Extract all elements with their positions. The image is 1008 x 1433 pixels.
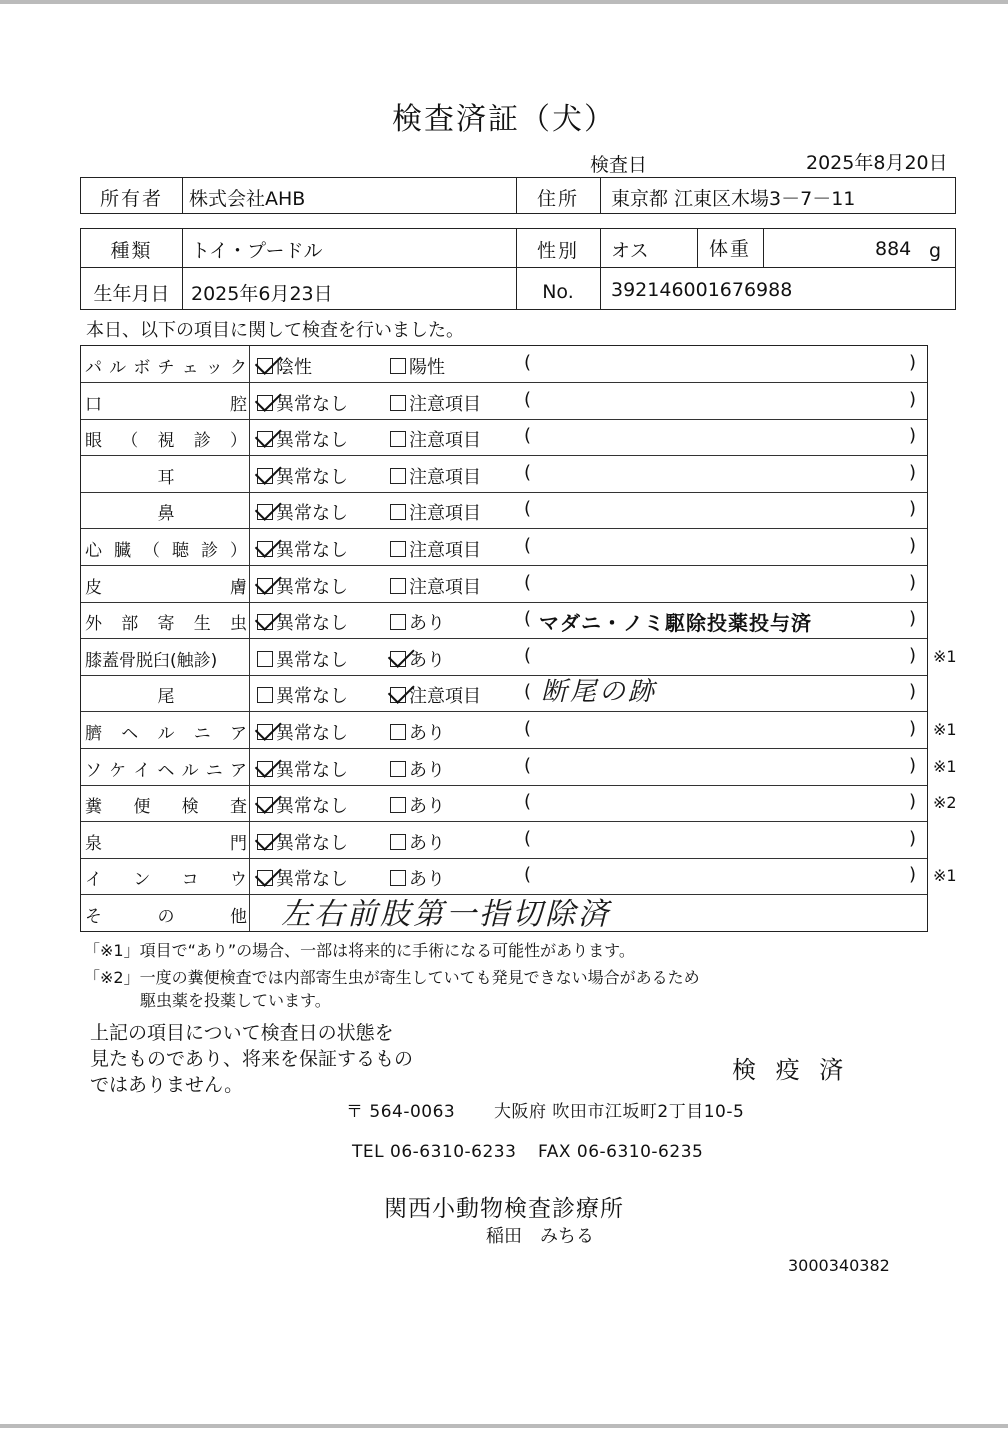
row-label-char: ン bbox=[133, 870, 151, 891]
note-open-paren: ( bbox=[524, 498, 532, 520]
row-label-char: ル bbox=[157, 724, 175, 744]
note-open-paren: ( bbox=[524, 827, 532, 849]
breed-label: 種類 bbox=[110, 240, 153, 262]
row-label bbox=[85, 829, 247, 854]
owner-table bbox=[80, 177, 956, 214]
option-label: 注意項目 bbox=[409, 393, 481, 415]
footnote-mark: ※1 bbox=[933, 646, 957, 666]
sex-value: オス bbox=[611, 240, 649, 262]
table-row bbox=[81, 419, 927, 456]
note-open-paren: ( bbox=[524, 425, 532, 447]
number-label: No. bbox=[542, 281, 574, 303]
note-open-paren: ( bbox=[524, 571, 532, 593]
option-normal bbox=[257, 426, 348, 452]
row-label-char: 口 bbox=[85, 394, 102, 415]
checkbox-icon[interactable] bbox=[257, 651, 273, 667]
option-label: 異常なし bbox=[276, 832, 348, 854]
table-row bbox=[81, 346, 927, 383]
note-close-paren: ) bbox=[909, 754, 917, 776]
option-attention bbox=[390, 499, 481, 525]
row-label-char: ソ bbox=[85, 760, 102, 781]
option-label: 異常なし bbox=[276, 796, 348, 818]
option-attention bbox=[390, 353, 445, 379]
option-normal bbox=[257, 829, 348, 855]
row-label bbox=[85, 390, 247, 415]
note-close-paren: ) bbox=[909, 718, 917, 739]
note-close-paren: ) bbox=[909, 827, 917, 849]
option-normal bbox=[257, 499, 348, 525]
table-row bbox=[81, 529, 927, 566]
checked-checkbox-icon[interactable] bbox=[390, 651, 406, 667]
table-row bbox=[81, 712, 957, 749]
weight-label: 体重 bbox=[708, 238, 751, 260]
option-label: 異常なし bbox=[276, 759, 348, 781]
row-label-char: 皮 bbox=[85, 577, 102, 598]
row-label-char: ） bbox=[230, 431, 247, 452]
row-label-char: 便 bbox=[133, 797, 151, 818]
option-attention bbox=[390, 426, 481, 452]
row-label-char: 臍 bbox=[85, 724, 102, 744]
row-label-char: 膝蓋骨脱臼(触診) bbox=[85, 650, 218, 671]
note-close-paren: ) bbox=[909, 461, 917, 483]
checked-checkbox-icon[interactable] bbox=[390, 687, 406, 703]
option-attention bbox=[390, 390, 481, 416]
option-label: あり bbox=[409, 613, 445, 635]
footnote-mark: ※2 bbox=[933, 793, 957, 813]
serial-number: 3000340382 bbox=[788, 1256, 890, 1275]
intro-text: 本日、以下の項目に関して検査を行いました。 bbox=[86, 320, 464, 341]
table-row bbox=[81, 822, 927, 859]
checked-checkbox-icon[interactable] bbox=[257, 761, 273, 777]
option-attention bbox=[390, 682, 481, 708]
row-label-char: ク bbox=[229, 358, 247, 378]
note-open-paren: ( bbox=[524, 352, 532, 373]
row-label-char: ボ bbox=[133, 358, 151, 378]
footnote-2-line2: 駆虫薬を投薬しています。 bbox=[140, 991, 331, 1010]
row-label-char: ア bbox=[230, 724, 247, 744]
row-label-char: 門 bbox=[229, 833, 247, 854]
row-label bbox=[85, 353, 247, 378]
page-title: 検査済証（犬） bbox=[392, 102, 616, 137]
option-label: 注意項目 bbox=[409, 503, 481, 525]
row-label-char: （ bbox=[143, 541, 160, 561]
option-normal bbox=[257, 792, 348, 818]
row-label bbox=[85, 499, 247, 524]
checked-checkbox-icon[interactable] bbox=[257, 504, 273, 520]
option-attention bbox=[390, 463, 481, 489]
checkbox-icon[interactable] bbox=[390, 761, 406, 777]
row-label-char: ニ bbox=[205, 760, 223, 781]
footnote-2-line1: 「※2」一度の糞便検査では内部寄生虫が寄生していても発見できない場合があるため bbox=[84, 968, 700, 987]
table-row-other bbox=[81, 895, 927, 931]
option-normal bbox=[257, 609, 348, 635]
option-label: 注意項目 bbox=[409, 686, 481, 708]
option-label: 異常なし bbox=[276, 466, 348, 488]
inspection-table bbox=[80, 345, 957, 932]
option-label: あり bbox=[409, 649, 445, 671]
option-label: 異常なし bbox=[276, 576, 348, 598]
option-label: 異常なし bbox=[276, 393, 348, 415]
option-label: 異常なし bbox=[276, 503, 348, 525]
option-normal bbox=[257, 646, 348, 672]
row-label-char: 臓 bbox=[114, 541, 131, 561]
note-open-paren: ( bbox=[524, 644, 532, 666]
row-label-char: そ bbox=[85, 907, 102, 927]
checkbox-icon[interactable] bbox=[390, 504, 406, 520]
clinic-postal: 〒 564-0063 bbox=[346, 1102, 456, 1122]
note-close-paren: ) bbox=[909, 352, 917, 373]
option-attention bbox=[390, 865, 445, 891]
doctor-name: 稲田 みちる bbox=[486, 1226, 594, 1247]
footnote-mark: ※1 bbox=[933, 866, 957, 886]
checkbox-icon[interactable] bbox=[390, 834, 406, 850]
option-normal bbox=[257, 463, 348, 489]
option-label: 注意項目 bbox=[409, 540, 481, 561]
inspection-date-value: 2025年8月20日 bbox=[806, 152, 948, 174]
option-label: あり bbox=[409, 796, 445, 818]
row-label-char: 心 bbox=[85, 541, 102, 561]
option-normal bbox=[257, 573, 348, 599]
handwritten-note: 断尾の跡 bbox=[541, 677, 658, 708]
checked-checkbox-icon[interactable] bbox=[257, 614, 273, 630]
clinic-address: 大阪府 吹田市江坂町2丁目10-5 bbox=[494, 1102, 745, 1122]
option-normal bbox=[257, 756, 348, 782]
row-label-char: イ bbox=[133, 760, 151, 781]
checkbox-icon[interactable] bbox=[390, 541, 406, 557]
birth-label: 生年月日 bbox=[93, 283, 170, 305]
breed-value: トイ・プードル bbox=[191, 240, 323, 262]
checkbox-icon[interactable] bbox=[390, 468, 406, 484]
checked-checkbox-icon[interactable] bbox=[257, 578, 273, 594]
table-row bbox=[81, 749, 957, 786]
row-note: マダニ・ノミ駆除投薬投与済 bbox=[539, 611, 812, 636]
row-label-char: ケ bbox=[109, 760, 127, 781]
inspection-date-label: 検査日 bbox=[590, 154, 648, 176]
note-close-paren: ) bbox=[909, 644, 917, 666]
row-label-char: 腔 bbox=[229, 394, 247, 415]
checkbox-icon[interactable] bbox=[257, 687, 273, 703]
note-close-paren: ) bbox=[909, 535, 917, 556]
option-label: あり bbox=[409, 723, 445, 744]
note-open-paren: ( bbox=[524, 681, 532, 703]
option-label: 陰性 bbox=[276, 357, 312, 378]
row-label-char: チ bbox=[157, 358, 175, 378]
table-row bbox=[81, 675, 927, 712]
number-value: 392146001676988 bbox=[611, 279, 793, 301]
row-label bbox=[85, 646, 247, 671]
option-label: 異常なし bbox=[276, 540, 348, 561]
checkbox-icon[interactable] bbox=[390, 797, 406, 813]
option-normal bbox=[257, 719, 348, 745]
option-label: 異常なし bbox=[276, 723, 348, 744]
table-row bbox=[81, 785, 957, 822]
option-label: 異常なし bbox=[276, 430, 348, 452]
row-label-char: ヘ bbox=[157, 760, 175, 781]
row-label-char: （ bbox=[121, 431, 139, 452]
row-label-char: 部 bbox=[121, 614, 139, 635]
row-label-char: 診 bbox=[193, 431, 211, 452]
checked-checkbox-icon[interactable] bbox=[257, 431, 273, 447]
option-label: 異常なし bbox=[276, 686, 348, 708]
row-label-char: ア bbox=[229, 760, 247, 781]
note-close-paren: ) bbox=[909, 425, 917, 447]
option-attention bbox=[390, 609, 445, 635]
clinic-tel: TEL 06-6310-6233 bbox=[352, 1142, 517, 1162]
checkbox-icon[interactable] bbox=[390, 614, 406, 630]
statement-line2: 見たものであり、将来を保証するもの bbox=[90, 1048, 414, 1070]
note-open-paren: ( bbox=[524, 535, 532, 556]
handwritten-other-note: 左右前肢第一指切除済 bbox=[281, 897, 611, 932]
option-attention bbox=[390, 646, 445, 672]
checked-checkbox-icon[interactable] bbox=[257, 834, 273, 850]
note-open-paren: ( bbox=[524, 608, 532, 630]
table-row bbox=[81, 456, 927, 493]
option-attention bbox=[390, 792, 445, 818]
row-label-char: 耳 bbox=[157, 467, 175, 488]
checked-checkbox-icon[interactable] bbox=[257, 724, 273, 740]
row-label bbox=[85, 536, 247, 561]
owner-value: 株式会社AHB bbox=[189, 188, 306, 210]
row-label bbox=[85, 756, 247, 781]
footnote-mark: ※1 bbox=[933, 756, 957, 776]
option-normal bbox=[257, 682, 348, 708]
row-label-char: イ bbox=[85, 870, 102, 891]
row-label-char: 他 bbox=[230, 907, 247, 927]
table-row bbox=[81, 602, 927, 639]
row-label bbox=[85, 682, 247, 707]
table-row bbox=[81, 566, 927, 603]
row-label bbox=[85, 865, 247, 890]
clinic-fax: FAX 06-6310-6235 bbox=[538, 1142, 704, 1162]
address-label: 住所 bbox=[536, 188, 579, 210]
note-open-paren: ( bbox=[524, 864, 532, 886]
option-attention bbox=[390, 719, 445, 745]
option-label: あり bbox=[409, 832, 445, 854]
checked-checkbox-icon[interactable] bbox=[257, 358, 273, 374]
row-label-char: 外 bbox=[85, 614, 102, 635]
checkbox-icon[interactable] bbox=[390, 724, 406, 740]
row-label-char: 泉 bbox=[85, 833, 102, 854]
note-close-paren: ) bbox=[909, 681, 917, 703]
weight-value: 884 bbox=[875, 238, 912, 260]
option-label: 注意項目 bbox=[409, 466, 481, 488]
row-label bbox=[85, 609, 247, 634]
checkbox-icon[interactable] bbox=[390, 358, 406, 374]
note-close-paren: ) bbox=[909, 608, 917, 630]
option-label: 陽性 bbox=[409, 357, 445, 378]
row-label-char: 眼 bbox=[85, 431, 102, 452]
row-label-char: ッ bbox=[205, 358, 223, 378]
row-label bbox=[85, 719, 247, 744]
note-open-paren: ( bbox=[524, 388, 532, 410]
row-label-char: 視 bbox=[157, 431, 175, 452]
table-row bbox=[81, 383, 927, 420]
option-label: 異常なし bbox=[276, 869, 348, 891]
option-normal bbox=[257, 865, 348, 891]
checked-checkbox-icon[interactable] bbox=[257, 468, 273, 484]
note-close-paren: ) bbox=[909, 498, 917, 520]
table-row bbox=[81, 492, 927, 529]
row-label-char: ウ bbox=[229, 870, 247, 891]
scan-edge-top bbox=[0, 0, 1008, 4]
note-open-paren: ( bbox=[524, 461, 532, 483]
quarantine-stamp: 検 疫 済 bbox=[732, 1056, 850, 1084]
option-label: 異常なし bbox=[276, 649, 348, 671]
weight-unit: g bbox=[929, 240, 942, 262]
birth-value: 2025年6月23日 bbox=[191, 283, 333, 305]
row-label-char: ヘ bbox=[121, 724, 139, 744]
checked-checkbox-icon[interactable] bbox=[257, 870, 273, 886]
note-close-paren: ) bbox=[909, 571, 917, 593]
table-row bbox=[81, 639, 957, 676]
checked-checkbox-icon[interactable] bbox=[257, 797, 273, 813]
note-close-paren: ) bbox=[909, 791, 917, 813]
clinic-name: 関西小動物検査診療所 bbox=[384, 1196, 624, 1222]
option-label: 注意項目 bbox=[409, 430, 481, 452]
animal-table bbox=[80, 228, 956, 310]
statement-line3: ではありません。 bbox=[90, 1074, 244, 1096]
row-label-char: 寄 bbox=[157, 614, 175, 635]
row-label-char: 診 bbox=[201, 541, 218, 561]
note-close-paren: ) bbox=[909, 388, 917, 410]
row-label bbox=[85, 573, 247, 598]
option-normal bbox=[257, 536, 348, 562]
row-label-char: 生 bbox=[193, 614, 211, 635]
option-attention bbox=[390, 756, 445, 782]
note-open-paren: ( bbox=[524, 718, 532, 739]
option-attention bbox=[390, 573, 481, 599]
checkbox-icon[interactable] bbox=[390, 395, 406, 411]
row-label-char: コ bbox=[181, 870, 199, 891]
checkbox-icon[interactable] bbox=[390, 578, 406, 594]
row-label-char: ） bbox=[230, 541, 247, 561]
row-label-char: 尾 bbox=[157, 687, 175, 708]
option-attention bbox=[390, 829, 445, 855]
row-label-char: 検 bbox=[181, 797, 199, 818]
checkbox-icon[interactable] bbox=[390, 431, 406, 447]
option-label: 異常なし bbox=[276, 613, 348, 635]
option-label: あり bbox=[409, 869, 445, 891]
row-label bbox=[85, 426, 247, 451]
row-label-char: 虫 bbox=[230, 614, 247, 635]
checkbox-icon[interactable] bbox=[390, 870, 406, 886]
checked-checkbox-icon[interactable] bbox=[257, 395, 273, 411]
row-label bbox=[85, 463, 247, 488]
footnote-mark: ※1 bbox=[933, 720, 957, 739]
note-open-paren: ( bbox=[524, 754, 532, 776]
row-label-char: 糞 bbox=[85, 797, 102, 818]
address-value: 東京都 江東区木場3－7－11 bbox=[611, 188, 856, 210]
row-label-char: 聴 bbox=[172, 541, 189, 561]
row-label-char: の bbox=[157, 907, 175, 927]
row-label-char: パ bbox=[85, 358, 102, 378]
footnote-1: 「※1」項目で“あり”の場合、一部は将来的に手術になる可能性があります。 bbox=[84, 941, 635, 960]
row-label bbox=[85, 902, 247, 927]
note-open-paren: ( bbox=[524, 791, 532, 813]
row-label-char: 膚 bbox=[229, 577, 247, 598]
owner-label: 所有者 bbox=[99, 188, 163, 210]
row-label-char: ニ bbox=[193, 724, 211, 744]
sex-label: 性別 bbox=[536, 240, 579, 262]
note-close-paren: ) bbox=[909, 864, 917, 886]
option-attention bbox=[390, 536, 481, 562]
row-label-char: 査 bbox=[229, 797, 247, 818]
row-label bbox=[85, 792, 247, 817]
row-label-char: ル bbox=[181, 760, 199, 781]
row-label-char: ル bbox=[109, 358, 127, 378]
statement-line1: 上記の項目について検査日の状態を bbox=[90, 1022, 394, 1044]
option-label: 注意項目 bbox=[409, 576, 481, 598]
row-label-char: 鼻 bbox=[157, 504, 175, 525]
option-normal bbox=[257, 353, 312, 379]
row-label-char: ェ bbox=[181, 358, 199, 378]
scan-edge-bottom bbox=[0, 1424, 1008, 1428]
option-normal bbox=[257, 390, 348, 416]
checked-checkbox-icon[interactable] bbox=[257, 541, 273, 557]
option-label: あり bbox=[409, 759, 445, 781]
